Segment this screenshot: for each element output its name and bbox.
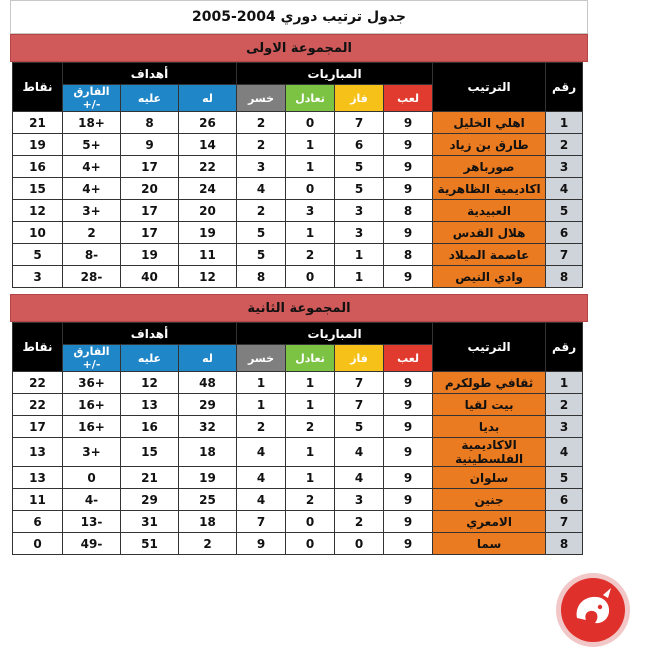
against-cell: 40 (121, 266, 179, 288)
against-cell: 8 (121, 112, 179, 134)
team-name-cell: بيت لقيا (433, 394, 546, 416)
draw-cell: 1 (286, 222, 335, 244)
rank-cell: 5 (546, 200, 583, 222)
rank-header: رقم (546, 323, 583, 372)
groups-container (10, 34, 588, 555)
for-cell: 19 (179, 222, 237, 244)
won-cell: 3 (335, 222, 384, 244)
diff-cell: 16+ (63, 394, 121, 416)
lost-cell: 2 (237, 200, 286, 222)
points-cell: 12 (13, 200, 63, 222)
diff-cell: 28- (63, 266, 121, 288)
table-row (13, 222, 583, 244)
draw-cell: 1 (286, 394, 335, 416)
team-name-cell: الامعري (433, 511, 546, 533)
against-cell: 21 (121, 467, 179, 489)
played-cell: 9 (384, 416, 433, 438)
table-row (13, 112, 583, 134)
draw-cell: 1 (286, 156, 335, 178)
played-cell: 9 (384, 372, 433, 394)
for-header: له (179, 345, 237, 372)
points-cell: 16 (13, 156, 63, 178)
rank-cell: 5 (546, 467, 583, 489)
table-row (13, 394, 583, 416)
draw-cell: 2 (286, 489, 335, 511)
rank-cell: 8 (546, 266, 583, 288)
lost-cell: 4 (237, 438, 286, 467)
draw-cell: 0 (286, 112, 335, 134)
rank-cell: 3 (546, 156, 583, 178)
team-name-cell: سما (433, 533, 546, 555)
standings-table (12, 62, 583, 288)
won-cell: 5 (335, 416, 384, 438)
for-cell: 12 (179, 266, 237, 288)
won-cell: 4 (335, 467, 384, 489)
rank-cell: 4 (546, 178, 583, 200)
lost-header: خسر (237, 85, 286, 112)
against-header: عليه (121, 85, 179, 112)
lost-cell: 4 (237, 178, 286, 200)
draw-cell: 0 (286, 533, 335, 555)
won-cell: 1 (335, 244, 384, 266)
goals-header: أهداف (63, 63, 237, 85)
rank-cell: 2 (546, 134, 583, 156)
points-cell: 10 (13, 222, 63, 244)
team-name-cell: صورباهر (433, 156, 546, 178)
for-cell: 18 (179, 438, 237, 467)
won-cell: 6 (335, 134, 384, 156)
lost-cell: 7 (237, 511, 286, 533)
table-row (13, 266, 583, 288)
rank-cell: 6 (546, 489, 583, 511)
matches-header: المباريات (237, 63, 433, 85)
won-cell: 0 (335, 533, 384, 555)
ranking-header: الترتيب (433, 63, 546, 112)
lost-cell: 4 (237, 467, 286, 489)
played-cell: 9 (384, 134, 433, 156)
diff-cell: 3+ (63, 438, 121, 467)
draw-cell: 1 (286, 134, 335, 156)
against-cell: 29 (121, 489, 179, 511)
points-cell: 17 (13, 416, 63, 438)
rank-cell: 1 (546, 112, 583, 134)
table-row (13, 244, 583, 266)
points-cell: 0 (13, 533, 63, 555)
team-name-cell: اهلي الخليل (433, 112, 546, 134)
points-header: نقاط (13, 323, 63, 372)
won-cell: 7 (335, 372, 384, 394)
table-row (13, 134, 583, 156)
diff-cell: 4- (63, 489, 121, 511)
diff-header: الفارق +/- (63, 85, 121, 112)
for-cell: 2 (179, 533, 237, 555)
for-cell: 26 (179, 112, 237, 134)
won-cell: 7 (335, 394, 384, 416)
played-cell: 9 (384, 438, 433, 467)
team-name-cell: هلال القدس (433, 222, 546, 244)
team-name-cell: جنين (433, 489, 546, 511)
standings-sheet (10, 0, 588, 555)
team-name-cell: الاكاديمية الفلسطينية (433, 438, 546, 467)
against-cell: 13 (121, 394, 179, 416)
diff-cell: 4+ (63, 156, 121, 178)
against-header: عليه (121, 345, 179, 372)
against-cell: 17 (121, 200, 179, 222)
lost-cell: 2 (237, 416, 286, 438)
draw-cell: 1 (286, 372, 335, 394)
matches-header: المباريات (237, 323, 433, 345)
group-title: المجموعة الاولى (10, 34, 588, 62)
played-header: لعب (384, 345, 433, 372)
lost-cell: 3 (237, 156, 286, 178)
diff-cell: 8- (63, 244, 121, 266)
lost-header: خسر (237, 345, 286, 372)
points-cell: 11 (13, 489, 63, 511)
table-row (13, 200, 583, 222)
points-cell: 15 (13, 178, 63, 200)
won-cell: 4 (335, 438, 384, 467)
page-title: جدول ترتيب دوري 2004-2005 (10, 0, 588, 34)
team-name-cell: وادي النيص (433, 266, 546, 288)
for-cell: 29 (179, 394, 237, 416)
draw-cell: 1 (286, 467, 335, 489)
for-cell: 14 (179, 134, 237, 156)
for-cell: 48 (179, 372, 237, 394)
played-cell: 9 (384, 222, 433, 244)
diff-cell: 16+ (63, 416, 121, 438)
points-cell: 3 (13, 266, 63, 288)
team-name-cell: بديا (433, 416, 546, 438)
for-cell: 11 (179, 244, 237, 266)
points-cell: 5 (13, 244, 63, 266)
draw-cell: 3 (286, 200, 335, 222)
won-cell: 5 (335, 156, 384, 178)
for-cell: 25 (179, 489, 237, 511)
draw-cell: 2 (286, 244, 335, 266)
diff-cell: 49- (63, 533, 121, 555)
diff-header: الفارق +/- (63, 345, 121, 372)
won-cell: 1 (335, 266, 384, 288)
diff-cell: 2 (63, 222, 121, 244)
points-cell: 22 (13, 394, 63, 416)
lost-cell: 5 (237, 244, 286, 266)
points-cell: 21 (13, 112, 63, 134)
for-cell: 20 (179, 200, 237, 222)
points-cell: 6 (13, 511, 63, 533)
against-cell: 19 (121, 244, 179, 266)
points-cell: 19 (13, 134, 63, 156)
group-title: المجموعة الثانية (10, 294, 588, 322)
draw-cell: 0 (286, 178, 335, 200)
played-cell: 9 (384, 467, 433, 489)
maan-logo-icon (553, 570, 633, 650)
draw-cell: 2 (286, 416, 335, 438)
lost-cell: 9 (237, 533, 286, 555)
for-cell: 18 (179, 511, 237, 533)
table-row (13, 438, 583, 467)
rank-cell: 1 (546, 372, 583, 394)
diff-cell: 36+ (63, 372, 121, 394)
rank-header: رقم (546, 63, 583, 112)
lost-cell: 1 (237, 372, 286, 394)
against-cell: 31 (121, 511, 179, 533)
table-row (13, 416, 583, 438)
diff-cell: 0 (63, 467, 121, 489)
table-row (13, 178, 583, 200)
for-cell: 32 (179, 416, 237, 438)
against-cell: 51 (121, 533, 179, 555)
points-cell: 13 (13, 467, 63, 489)
team-name-cell: طارق بن زياد (433, 134, 546, 156)
against-cell: 20 (121, 178, 179, 200)
for-cell: 19 (179, 467, 237, 489)
diff-cell: 18+ (63, 112, 121, 134)
table-row (13, 511, 583, 533)
won-cell: 7 (335, 112, 384, 134)
won-header: فاز (335, 345, 384, 372)
won-cell: 5 (335, 178, 384, 200)
played-cell: 8 (384, 244, 433, 266)
draw-cell: 0 (286, 511, 335, 533)
played-cell: 9 (384, 112, 433, 134)
draw-cell: 0 (286, 266, 335, 288)
diff-cell: 5+ (63, 134, 121, 156)
team-name-cell: سلوان (433, 467, 546, 489)
draw-header: تعادل (286, 85, 335, 112)
lost-cell: 5 (237, 222, 286, 244)
team-name-cell: العبيدية (433, 200, 546, 222)
table-row (13, 372, 583, 394)
table-row (13, 156, 583, 178)
team-name-cell: عاصمة الميلاد (433, 244, 546, 266)
for-cell: 24 (179, 178, 237, 200)
won-cell: 3 (335, 200, 384, 222)
played-cell: 8 (384, 200, 433, 222)
played-cell: 9 (384, 533, 433, 555)
team-name-cell: ثقافي طولكرم (433, 372, 546, 394)
lost-cell: 2 (237, 134, 286, 156)
goals-header: أهداف (63, 323, 237, 345)
diff-cell: 3+ (63, 200, 121, 222)
lost-cell: 2 (237, 112, 286, 134)
against-cell: 16 (121, 416, 179, 438)
rank-cell: 8 (546, 533, 583, 555)
table-row (13, 489, 583, 511)
diff-cell: 4+ (63, 178, 121, 200)
ranking-header: الترتيب (433, 323, 546, 372)
points-cell: 13 (13, 438, 63, 467)
rank-cell: 7 (546, 244, 583, 266)
standings-table (12, 322, 583, 555)
rank-cell: 4 (546, 438, 583, 467)
lost-cell: 4 (237, 489, 286, 511)
draw-header: تعادل (286, 345, 335, 372)
points-header: نقاط (13, 63, 63, 112)
won-header: فاز (335, 85, 384, 112)
lost-cell: 1 (237, 394, 286, 416)
played-header: لعب (384, 85, 433, 112)
lost-cell: 8 (237, 266, 286, 288)
rank-cell: 2 (546, 394, 583, 416)
played-cell: 9 (384, 511, 433, 533)
table-row (13, 533, 583, 555)
won-cell: 2 (335, 511, 384, 533)
against-cell: 15 (121, 438, 179, 467)
rank-cell: 7 (546, 511, 583, 533)
played-cell: 9 (384, 394, 433, 416)
won-cell: 3 (335, 489, 384, 511)
against-cell: 9 (121, 134, 179, 156)
played-cell: 9 (384, 178, 433, 200)
for-header: له (179, 85, 237, 112)
against-cell: 17 (121, 156, 179, 178)
table-row (13, 467, 583, 489)
played-cell: 9 (384, 156, 433, 178)
against-cell: 12 (121, 372, 179, 394)
played-cell: 9 (384, 489, 433, 511)
for-cell: 22 (179, 156, 237, 178)
points-cell: 22 (13, 372, 63, 394)
diff-cell: 13- (63, 511, 121, 533)
team-name-cell: اكاديمية الظاهرية (433, 178, 546, 200)
against-cell: 17 (121, 222, 179, 244)
played-cell: 9 (384, 266, 433, 288)
draw-cell: 1 (286, 438, 335, 467)
rank-cell: 3 (546, 416, 583, 438)
rank-cell: 6 (546, 222, 583, 244)
